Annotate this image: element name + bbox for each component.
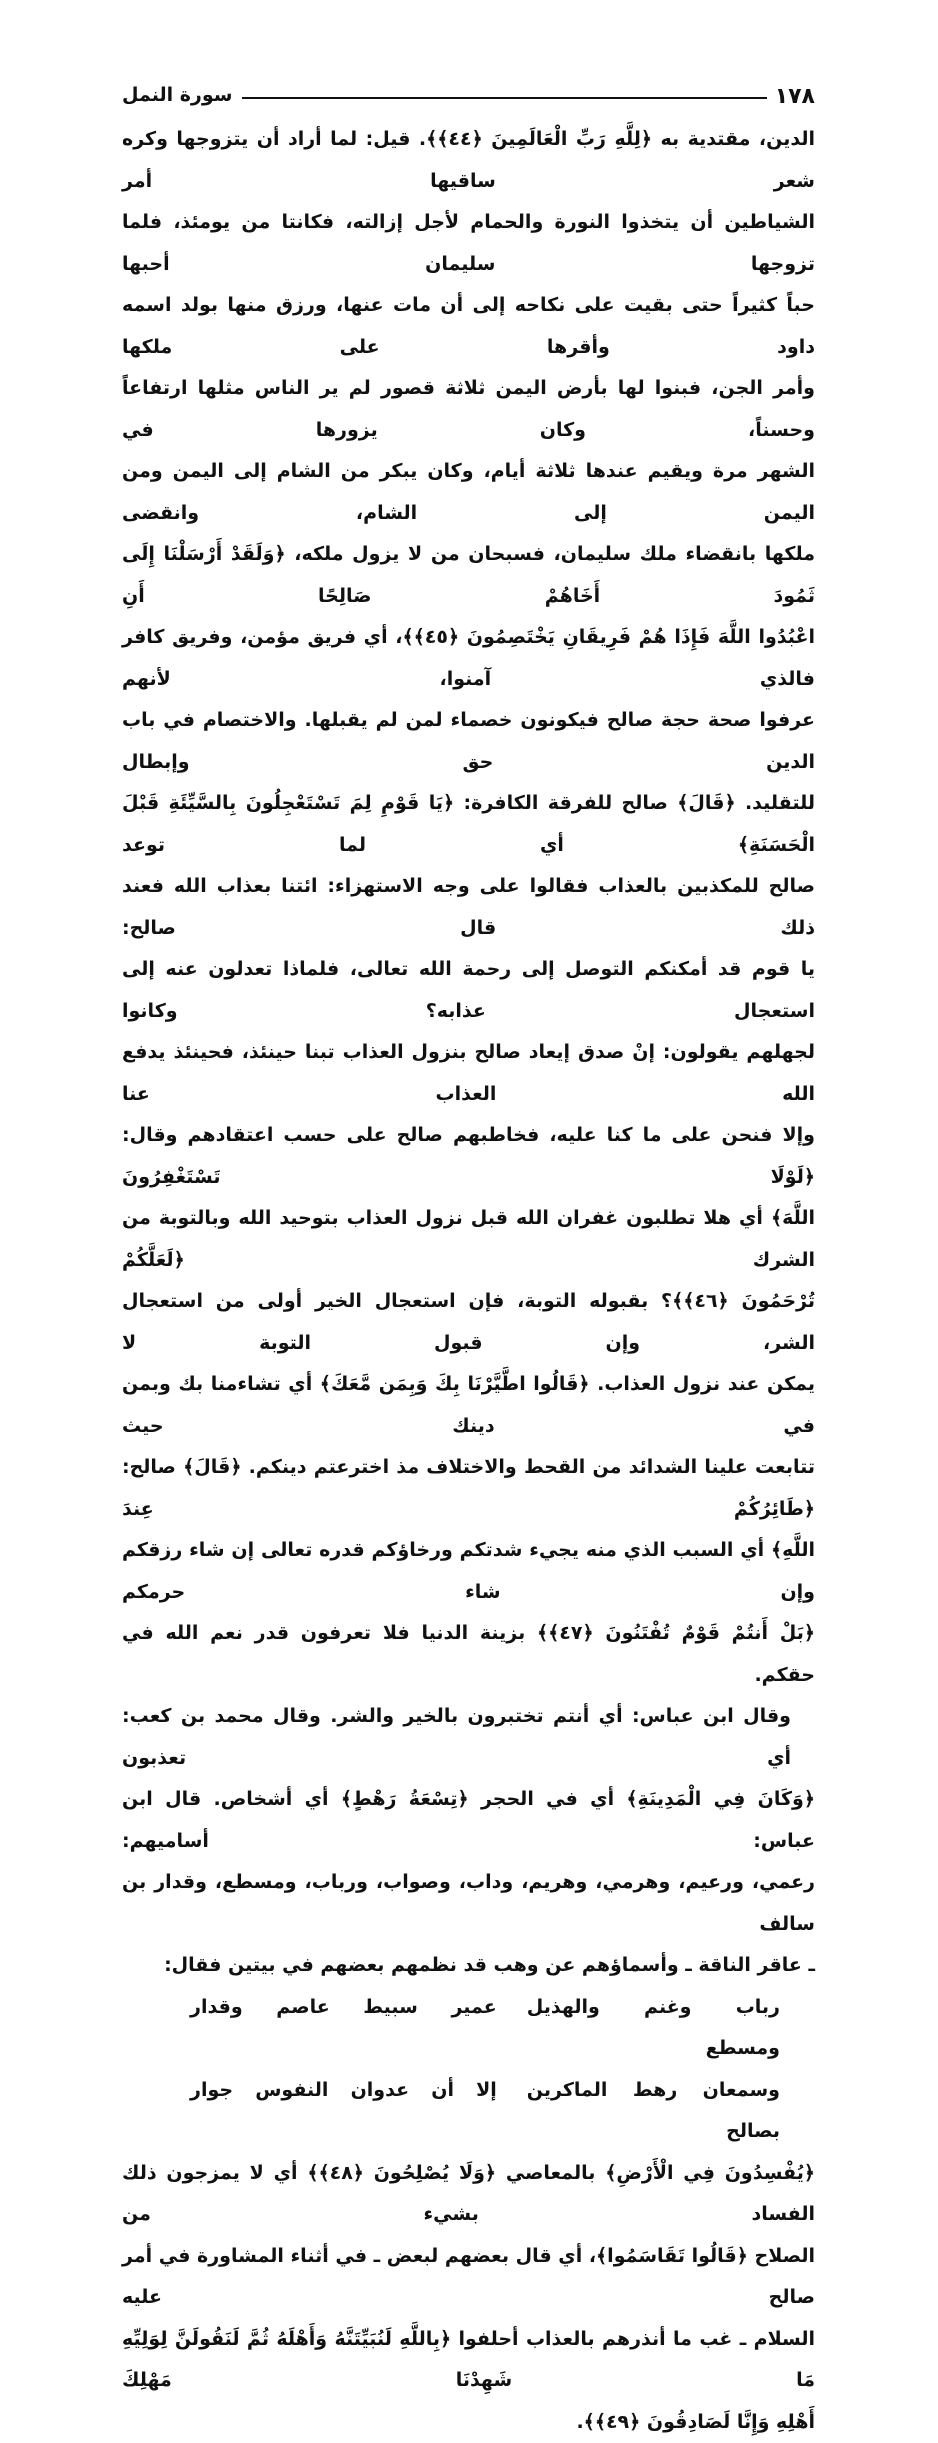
text-line: ملكها بانقضاء ملك سليمان، فسبحان من لا يزول ملكه، ﴿وَلَقَدْ أَرْسَلْنَا إِلَى ثَمُودَ أَخَاهُمْ صَالِحًا أَنِ [122, 534, 815, 617]
text-line: رعمي، ورعيم، وهرمي، وهريم، وداب، وصواب، ورباب، ومسطع، وقدار بن سالف [122, 1862, 815, 1945]
text-line: اعْبُدُوا اللَّهَ فَإِذَا هُمْ فَرِيقَانِ يَخْتَصِمُونَ ﴿٤٥﴾﴾، أي فريق مؤمن، وفريق كافر فالذي آمنوا، لأنهم [122, 617, 815, 700]
text-line: يا قوم قد أمكنكم التوصل إلى رحمة الله تعالى، فلماذا تعدلون عنه إلى استعجال عذابه؟ وكانوا [122, 949, 815, 1032]
page-body [122, 119, 815, 2443]
text-line: لجهلهم يقولون: إنْ صدق إيعاد صالح بنزول العذاب تبنا حينئذ، فحينئذ يدفع الله العذاب عنا [122, 1032, 815, 1115]
poem-verse [122, 1987, 815, 2070]
text-line: وإلا فنحن على ما كنا عليه، فخاطبهم صالح على حسب اعتقادهم وقال: ﴿لَوْلَا تَسْتَغْفِرُونَ [122, 1115, 815, 1198]
text-line: ﴿وَكَانَ فِي الْمَدِينَةِ﴾ أي في الحجر ﴿تِسْعَةُ رَهْطٍ﴾ أي أشخاص. قال ابن عباس: أساميهم: [122, 1779, 815, 1862]
text-line: وأمر الجن، فبنوا لها بأرض اليمن ثلاثة قصور لم ير الناس مثلها ارتفاعاً وحسناً، وكان يزورها في [122, 368, 815, 451]
text-line: الشياطين أن يتخذوا النورة والحمام لأجل إزالته، فكانتا من يومئذ، فلما تزوجها سليمان أحبها [122, 202, 815, 285]
text-line: السلام ـ غب ما أنذرهم بالعذاب أحلفوا ﴿بِاللَّهِ لَنُبَيِّتَنَّهُ وَأَهْلَهُ ثُمَّ لَنَقُولَنَّ لِوَلِيِّهِ مَا شَهِدْنَا مَهْلِكَ [122, 2319, 815, 2402]
text-line: أَهْلِهِ وَإِنَّا لَصَادِقُونَ ﴿٤٩﴾﴾. [122, 2402, 815, 2443]
page-header [122, 80, 815, 114]
poem-hemistich-second: عمير سبيط عاصم وقدار [190, 1987, 497, 2070]
text-line: وقال ابن عباس: أي أنتم تختبرون بالخير والشر. وقال محمد بن كعب: أي تعذبون [122, 1696, 815, 1779]
text-line: حباً كثيراً حتى بقيت على نكاحه إلى أن مات عنها، ورزق منها بولد اسمه داود وأقرها على ملكها [122, 285, 815, 368]
poem-hemistich-first: وسمعان رهط الماكرين بصالح [527, 2070, 780, 2153]
text-line: يمكن عند نزول العذاب. ﴿قَالُوا اطَّيَّرْنَا بِكَ وَبِمَن مَّعَكَ﴾ أي تشاءمنا بك وبمن في دينك حيث [122, 1364, 815, 1447]
text-line: للتقليد. ﴿قَالَ﴾ صالح للفرقة الكافرة: ﴿يَا قَوْمِ لِمَ تَسْتَعْجِلُونَ بِالسَّيِّئَةِ قَبْلَ الْحَسَنَةِ﴾ أي لما توعد [122, 783, 815, 866]
text-line: تُرْحَمُونَ ﴿٤٦﴾﴾؟ بقبوله التوبة، فإن استعجال الخير أولى من استعجال الشر، وإن قبول التوبة لا [122, 1281, 815, 1364]
text-line: اللَّهِ﴾ أي السبب الذي منه يجيء شدتكم ورخاؤكم قدره تعالى إن شاء رزقكم وإن شاء حرمكم [122, 1530, 815, 1613]
text-line: تتابعت علينا الشدائد من القحط والاختلاف مذ اخترعتم دينكم. ﴿قَالَ﴾ صالح: ﴿طَائِرُكُمْ عِندَ [122, 1447, 815, 1530]
page-number: ١٧٨ [775, 84, 815, 109]
text-line: الصلاح ﴿قَالُوا تَقَاسَمُوا﴾، أي قال بعضهم لبعض ـ في أثناء المشاورة في أمر صالح عليه [122, 2236, 815, 2319]
text-line: صالح للمكذبين بالعذاب فقالوا على وجه الاستهزاء: ائتنا بعذاب الله فعند ذلك قال صالح: [122, 866, 815, 949]
surah-title: سورة النمل [122, 84, 232, 106]
text-line: ـ عاقر الناقة ـ وأسماؤهم عن وهب قد نظمهم بعضهم في بيتين فقال: [122, 1945, 815, 1987]
header-rule [242, 97, 767, 99]
text-line: الشهر مرة ويقيم عندها ثلاثة أيام، وكان يبكر من الشام إلى اليمن ومن اليمن إلى الشام، وانقضى [122, 451, 815, 534]
poem-hemistich-first: رباب وغنم والهذيل ومسطع [527, 1987, 780, 2070]
text-line: ﴿بَلْ أَنتُمْ قَوْمٌ تُفْتَنُونَ ﴿٤٧﴾﴾ بزينة الدنيا فلا تعرفون قدر نعم الله في حقكم. [122, 1613, 815, 1696]
poem-hemistich-second: إلا أن عدوان النفوس جوار [190, 2070, 497, 2153]
text-line: اللَّهَ﴾ أي هلا تطلبون غفران الله قبل نزول العذاب بتوحيد الله وبالتوبة من الشرك ﴿لَعَلَّكُمْ [122, 1198, 815, 1281]
text-line: ﴿يُفْسِدُونَ فِي الْأَرْضِ﴾ بالمعاصي ﴿وَلَا يُصْلِحُونَ ﴿٤٨﴾﴾ أي لا يمزجون ذلك الفساد بشيء من [122, 2153, 815, 2236]
poem-verse [122, 2070, 815, 2153]
text-line: الدين، مقتدية به ﴿لِلَّهِ رَبِّ الْعَالَمِينَ ﴿٤٤﴾﴾. قيل: لما أراد أن يتزوجها وكره شعر ساقيها أمر [122, 119, 815, 202]
text-line: عرفوا صحة حجة صالح فيكونون خصماء لمن لم يقبلها. والاختصام في باب الدين حق وإبطال [122, 700, 815, 783]
